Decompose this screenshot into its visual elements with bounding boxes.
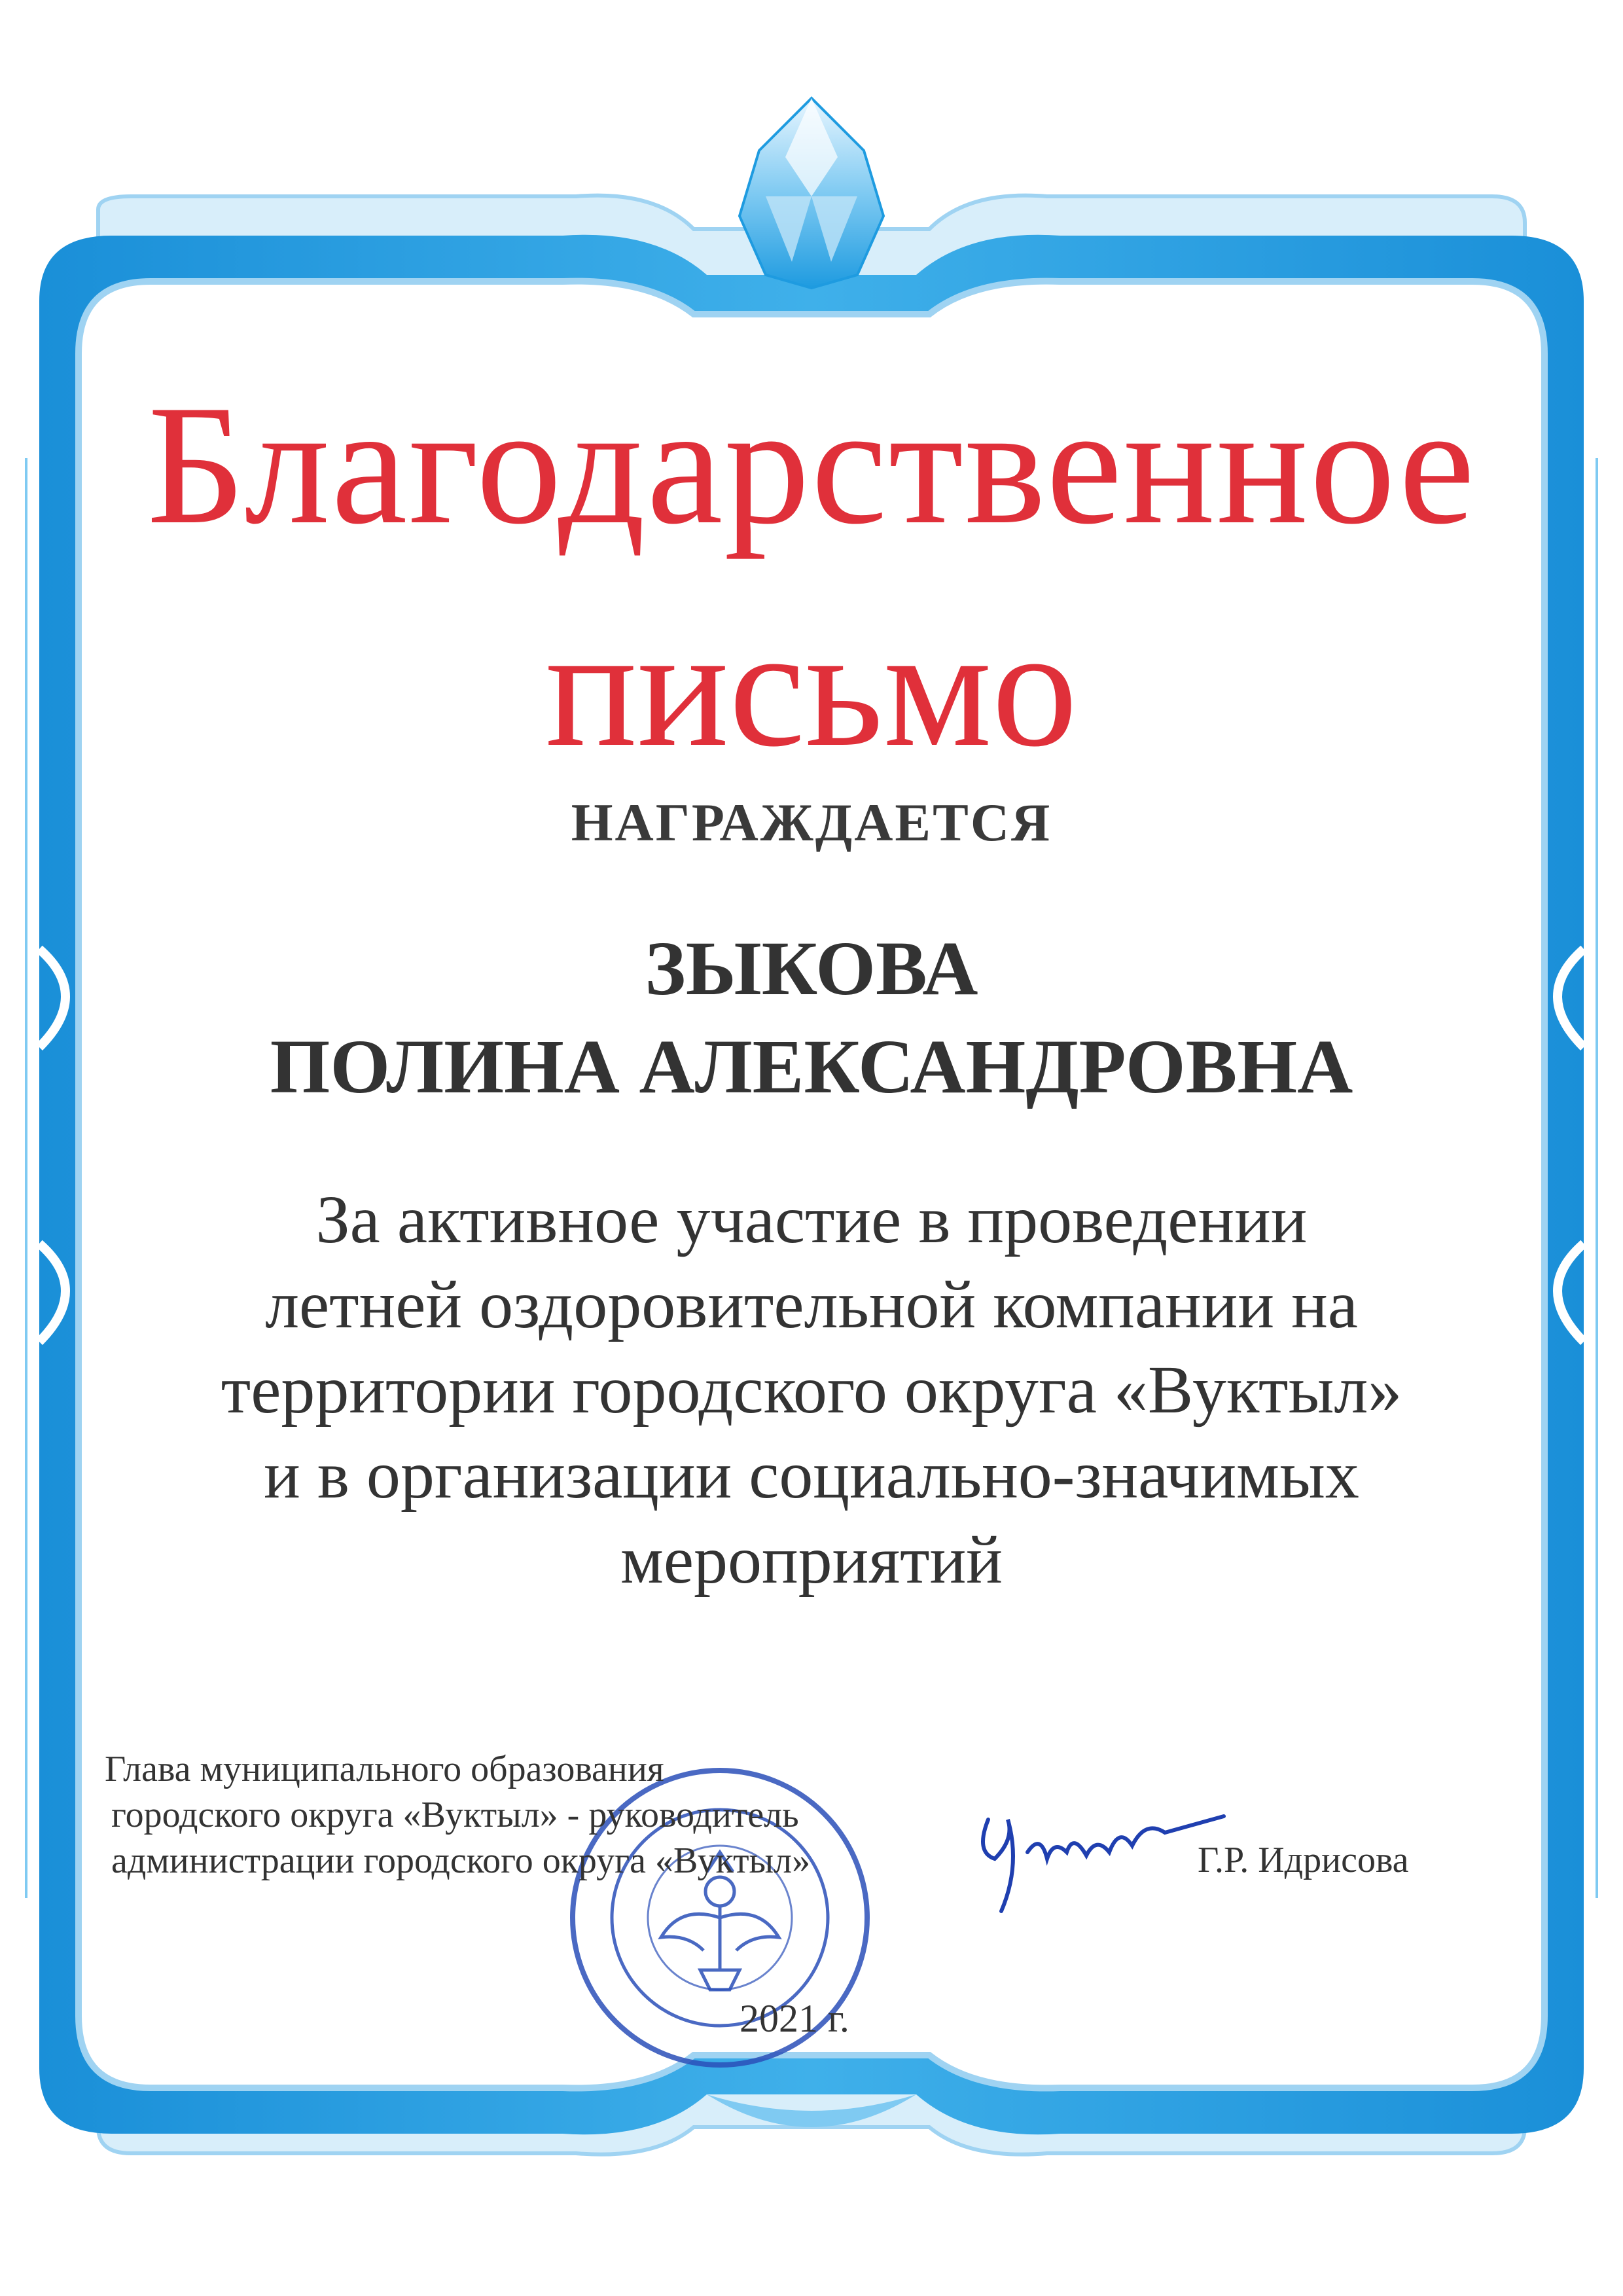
recipient-given-names: ПОЛИНА АЛЕКСАНДРОВНА — [270, 1024, 1353, 1109]
crystal-ornament-icon — [740, 98, 883, 288]
awarded-label: НАГРАЖДАЕТСЯ — [571, 793, 1052, 852]
signer-name: Г.Р. Идрисова — [1198, 1840, 1409, 1880]
recipient-surname: ЗЫКОВА — [645, 925, 978, 1011]
issue-year: 2021 г. — [740, 1997, 849, 2040]
reason-line: За активное участие в проведении — [315, 1182, 1308, 1257]
signer-position-line: администрации городского округа «Вуктыл» — [111, 1840, 811, 1881]
title-line-2: письмо — [545, 592, 1078, 782]
reason-line: и в организации социально-значимых — [264, 1437, 1359, 1513]
reason-line: летней оздоровительной компании на — [265, 1267, 1358, 1342]
signer-position-line: Глава муниципального образования — [105, 1749, 664, 1789]
handwritten-signature-icon — [949, 1780, 1230, 1931]
reason-line: мероприятий — [620, 1522, 1003, 1598]
title-line-1: Благодарственное — [147, 370, 1476, 560]
reason-line: территории городского округа «Вуктыл» — [221, 1352, 1402, 1427]
signer-position-line: городского округа «Вуктыл» - руководитель — [111, 1795, 799, 1835]
